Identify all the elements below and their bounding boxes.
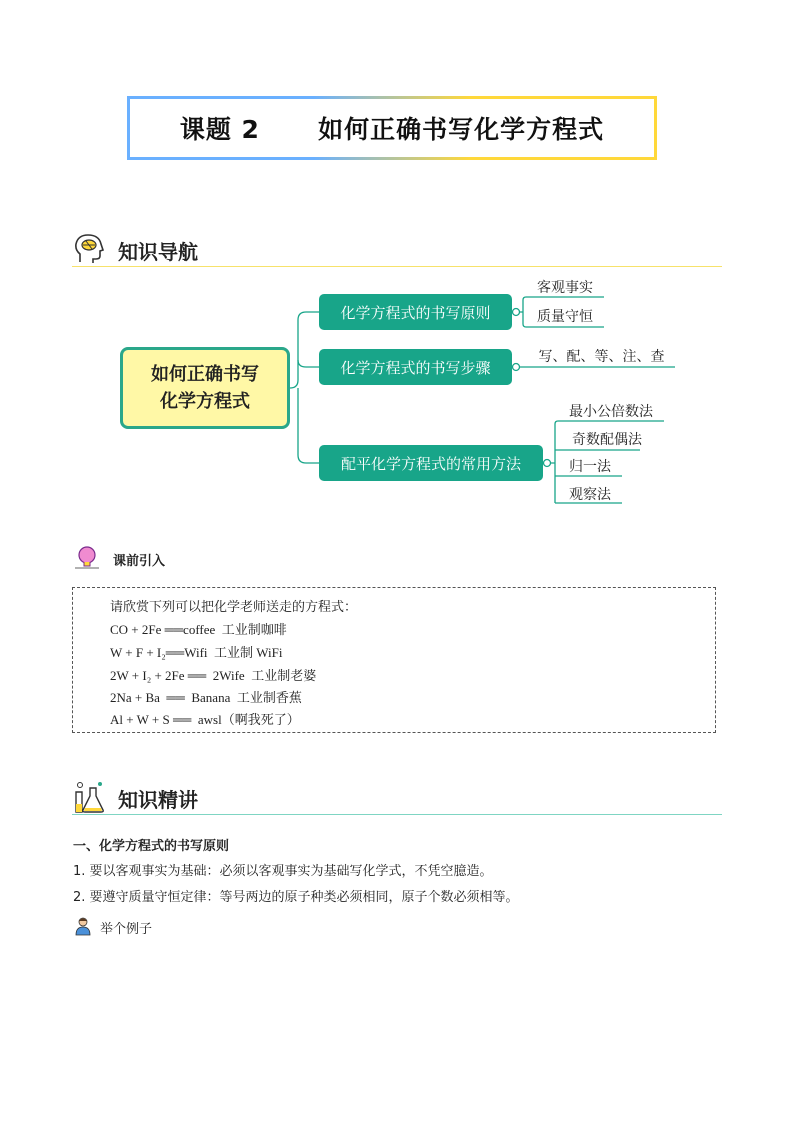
principle-2: 2. 要遵守质量守恒定律：等号两边的原子种类必须相同，原子个数必须相等。 <box>73 890 519 905</box>
intro-line: W + F + I₂══Wifi 工业制 WiFi <box>110 645 283 660</box>
leaf-unity-method: 归一法 <box>569 459 611 475</box>
branch-label: 化学方程式的书写步骤 <box>340 358 491 377</box>
knowledge-title: 知识精讲 <box>118 788 198 812</box>
principle-1: 1. 要以客观事实为基础：必须以客观事实为基础写化学式，不凭空臆造。 <box>73 864 493 879</box>
leaf-objective-facts: 客观事实 <box>537 280 593 296</box>
intro-box <box>72 587 716 733</box>
example-label: 举个例子 <box>100 922 153 937</box>
page-title: 课题 2 如何正确书写化学方程式 <box>179 115 605 144</box>
flask-icon <box>72 780 106 814</box>
mindmap-branch-methods <box>319 445 543 481</box>
leaf-steps: 写、配、等、注、查 <box>538 349 665 365</box>
intro-line: 请欣赏下列可以把化学老师送走的方程式： <box>110 600 358 615</box>
intro-line: 2W + I₂ + 2Fe ══ 2Wife 工业制老婆 <box>110 668 317 683</box>
leaf-lcm-method: 最小公倍数法 <box>569 404 653 420</box>
nav-title: 知识导航 <box>118 240 198 264</box>
mindmap-root-line1: 如何正确书写 <box>151 364 259 385</box>
teacher-icon <box>73 916 93 936</box>
leaf-observation-method: 观察法 <box>569 487 611 503</box>
intro-line: CO + 2Fe ══coffee 工业制咖啡 <box>110 622 287 637</box>
mindmap-branch-principles <box>319 294 512 330</box>
section-heading: 一、化学方程式的书写原则 <box>73 839 230 854</box>
intro-line: Al + W + S ══ awsl（啊我死了） <box>110 712 300 727</box>
knowledge-section-header <box>72 780 722 815</box>
branch-label: 化学方程式的书写原则 <box>340 303 491 322</box>
intro-title: 课前引入 <box>113 554 166 569</box>
mindmap-root-line2: 化学方程式 <box>160 391 250 412</box>
intro-line: 2Na + Ba ══ Banana 工业制香蕉 <box>110 690 302 705</box>
leaf-mass-conservation: 质量守恒 <box>537 309 593 325</box>
mindmap-root <box>120 347 290 429</box>
branch-label: 配平化学方程式的常用方法 <box>340 454 521 473</box>
mindmap-branch-steps <box>319 349 512 385</box>
leaf-odd-even-method: 奇数配偶法 <box>572 432 642 448</box>
lightbulb-icon <box>73 545 101 571</box>
